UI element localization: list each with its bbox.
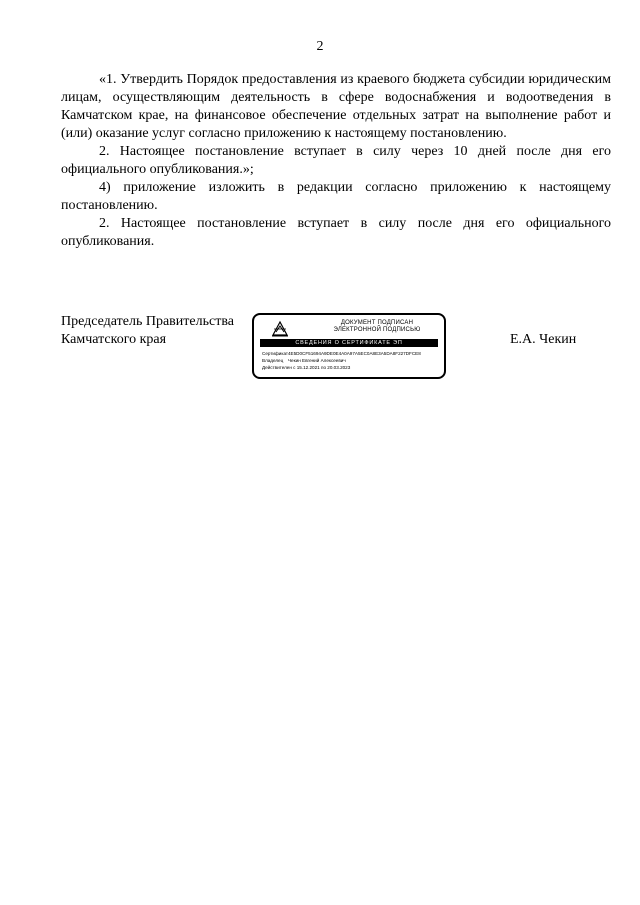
signatory-title-line: Председатель Правительства [61,314,234,329]
signatory-title [61,313,234,349]
signatory-title-line: Камчатского края [61,332,167,347]
paragraph: 4) приложение изложить в редакции согласно приложению к настоящему постановлению. [61,180,611,213]
electronic-signature-stamp [252,313,446,379]
stamp-validity-row: Действителен с 15.12.2021 по 20.03.2023 [262,365,351,370]
signatory-name: Е.А. Чекин [510,332,577,347]
document-body [61,71,611,251]
paragraph: 2. Настоящее постановление вступает в силу после дня его официального опубликования. [61,216,611,249]
page-number: 2 [316,39,324,54]
stamp-certificate-label: Сертификат [262,351,289,356]
stamp-header-line: ДОКУМЕНТ ПОДПИСАН [340,320,414,326]
paragraph: 2. Настоящее постановление вступает в силу через 10 дней после дня его официального опубликования.»; [61,144,611,177]
stamp-header [312,320,442,334]
stamp-owner-value: Чекин Евгений Алексеевич [288,358,346,363]
stamp-certificate-row [262,351,421,357]
stamp-owner-label: Владелец [262,358,284,363]
stamp-header-line: ЭЛЕКТРОННОЙ ПОДПИСЬЮ [333,327,421,333]
stamp-certificate-value: 4E5D0CF51694A9DE0E4A0A97A5EC0A8E3A5DA8F227DFCE8 [288,351,421,356]
stamp-certificate-bar: СВЕДЕНИЯ О СЕРТИФИКАТЕ ЭП [260,339,438,347]
paragraph: «1. Утвердить Порядок предоставления из краевого бюджета субсидии юридическим лицам, осуществляющим деятельность в сфере водоснабжения и водоотведения в Камчатском крае, на финансовое обеспечение отдельных затрат на выполнение работ и (или) оказание услуг согласно приложению к настоящему постановлению. [61,72,611,141]
coat-of-arms-icon [270,319,290,337]
stamp-owner-row [262,358,346,364]
